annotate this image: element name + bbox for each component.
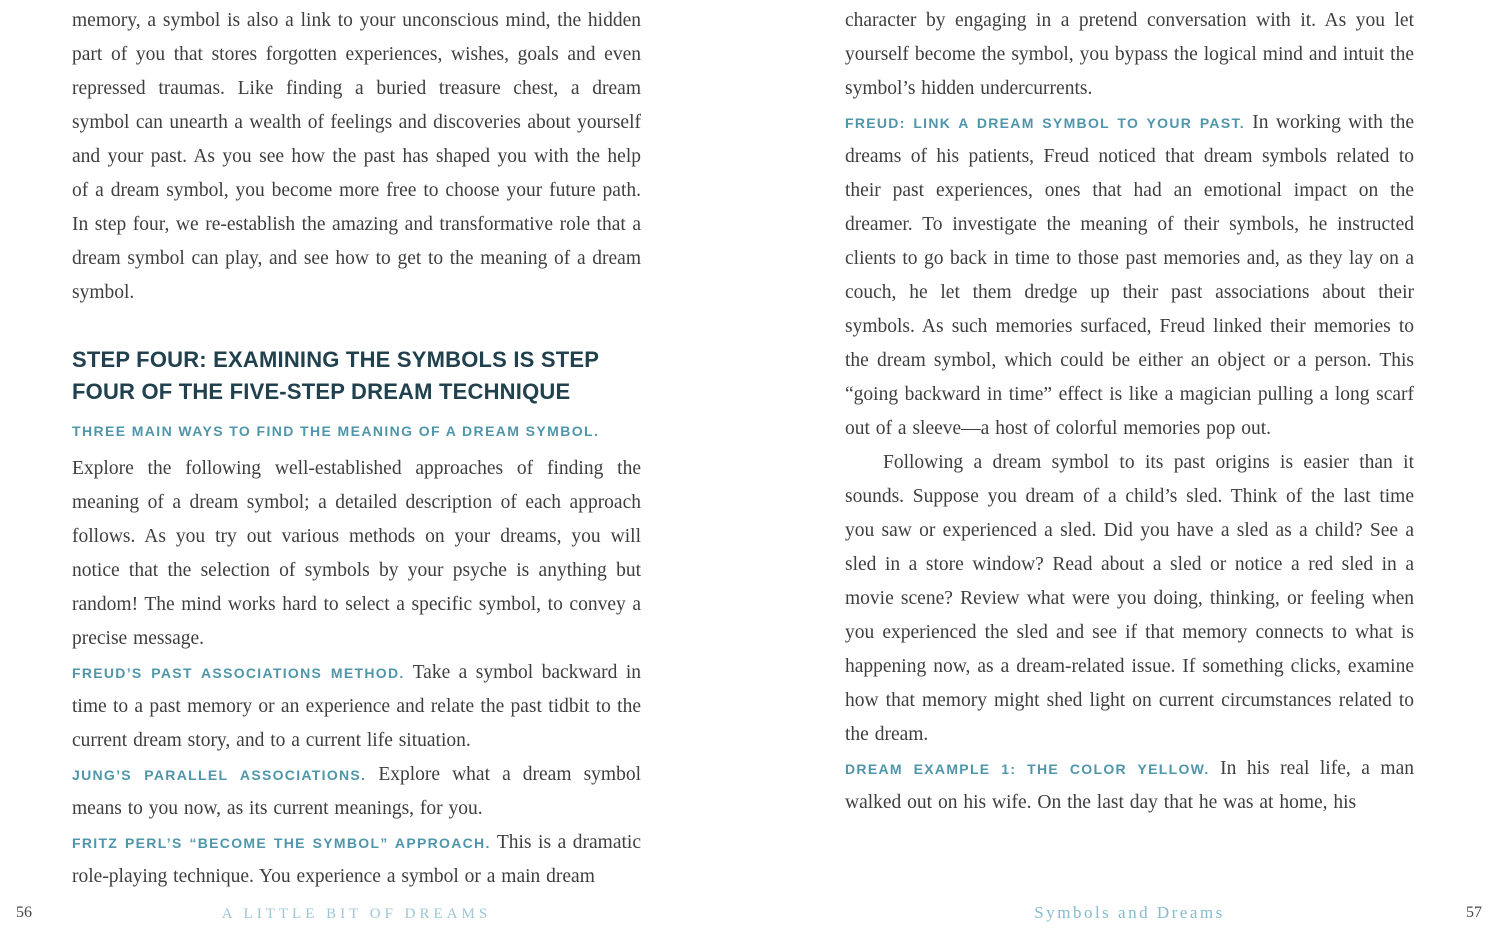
method-lead: FRITZ PERL’S “BECOME THE SYMBOL” APPROACH. <box>72 835 491 851</box>
method-lead: FREUD: LINK A DREAM SYMBOL TO YOUR PAST. <box>845 115 1245 131</box>
method-text: In working with the dreams of his patients, Freud noticed that dream symbols related to their past experiences, ones that had an emotional impact on the dreamer. To investigate the meaning of their symbols, he instructed clients to go back in time to those past memories and, as they lay on a couch, he let them dredge up their past associations about their symbols. As such memories surfaced, Freud linked their memories to the dream symbol, which could be either an object or a person. This “going backward in time” effect is like a magician pulling a long scarf out of a sleeve—a host of colorful memories pop out. <box>845 112 1414 439</box>
paragraph-dream-example <box>845 752 1414 820</box>
method-text: Explore what a dream symbol means to you now, as its current meanings, for you. <box>72 764 641 819</box>
running-footer-left: A LITTLE BIT OF DREAMS <box>221 906 492 922</box>
method-lead: DREAM EXAMPLE 1: THE COLOR YELLOW. <box>845 761 1210 777</box>
method-text: In his real life, a man walked out on his wife. On the last day that he was at home, his <box>845 758 1415 813</box>
method-lead: JUNG’S PARALLEL ASSOCIATIONS. <box>72 767 367 783</box>
page-left <box>72 4 641 894</box>
method-text: This is a dramatic role-playing technique. You experience a symbol or a main dream <box>72 832 641 887</box>
paragraph: Following a dream symbol to its past origins is easier than it sounds. Suppose you dream of a child’s sled. Think of the last time you saw or experienced a sled. Did you have a sled as a child? See a sled in a store window? Read about a sled or notice a red sled in a movie scene? Review what were you doing, thinking, or feeling when you experienced the sled and see if that memory connects to what is happening now, as a dream-related issue. If something clicks, examine how that memory might shed light on current circumstances related to the dream. <box>845 452 1414 745</box>
page-number-right: 57 <box>1466 904 1482 921</box>
page-right <box>845 4 1414 820</box>
running-footer-right: Symbols and Dreams <box>1034 903 1225 922</box>
paragraph-freud-link <box>845 106 1414 446</box>
method-text: Take a symbol backward in time to a past memory or an experience and relate the past tidbit to the current dream story, and to a current life situation. <box>72 662 641 751</box>
paragraph-perls-method <box>72 826 641 894</box>
section-subhead: THREE MAIN WAYS TO FIND THE MEANING OF A DREAM SYMBOL. <box>72 423 600 439</box>
paragraph: character by engaging in a pretend conversation with it. As you let yourself become the symbol, you bypass the logical mind and intuit the symbol’s hidden undercurrents. <box>845 10 1414 99</box>
section-heading: STEP FOUR: EXAMINING THE SYMBOLS IS STEP FOUR OF THE FIVE-STEP DREAM TECHNIQUE <box>72 347 599 404</box>
paragraph-freud-method <box>72 656 641 758</box>
paragraph: Explore the following well-established approaches of finding the meaning of a dream symbol; a detailed description of each approach follows. As you try out various methods on your dreams, you will notice that the selection of symbols by your psyche is anything but random! The mind works hard to select a specific symbol, to convey a precise message. <box>72 458 641 649</box>
page-number-left: 56 <box>16 904 32 921</box>
method-lead: FREUD’S PAST ASSOCIATIONS METHOD. <box>72 665 405 681</box>
paragraph-jung-method <box>72 758 641 826</box>
paragraph: memory, a symbol is also a link to your unconscious mind, the hidden part of you that stores forgotten experiences, wishes, goals and even repressed traumas. Like finding a buried treasure chest, a dream symbol can unearth a wealth of feelings and discoveries about yourself and your past. As you see how the past has shaped you with the help of a dream symbol, you become more free to choose your future path. In step four, we re-establish the amazing and transformative role that a dream symbol can play, and see how to get to the meaning of a dream symbol. <box>72 10 641 303</box>
